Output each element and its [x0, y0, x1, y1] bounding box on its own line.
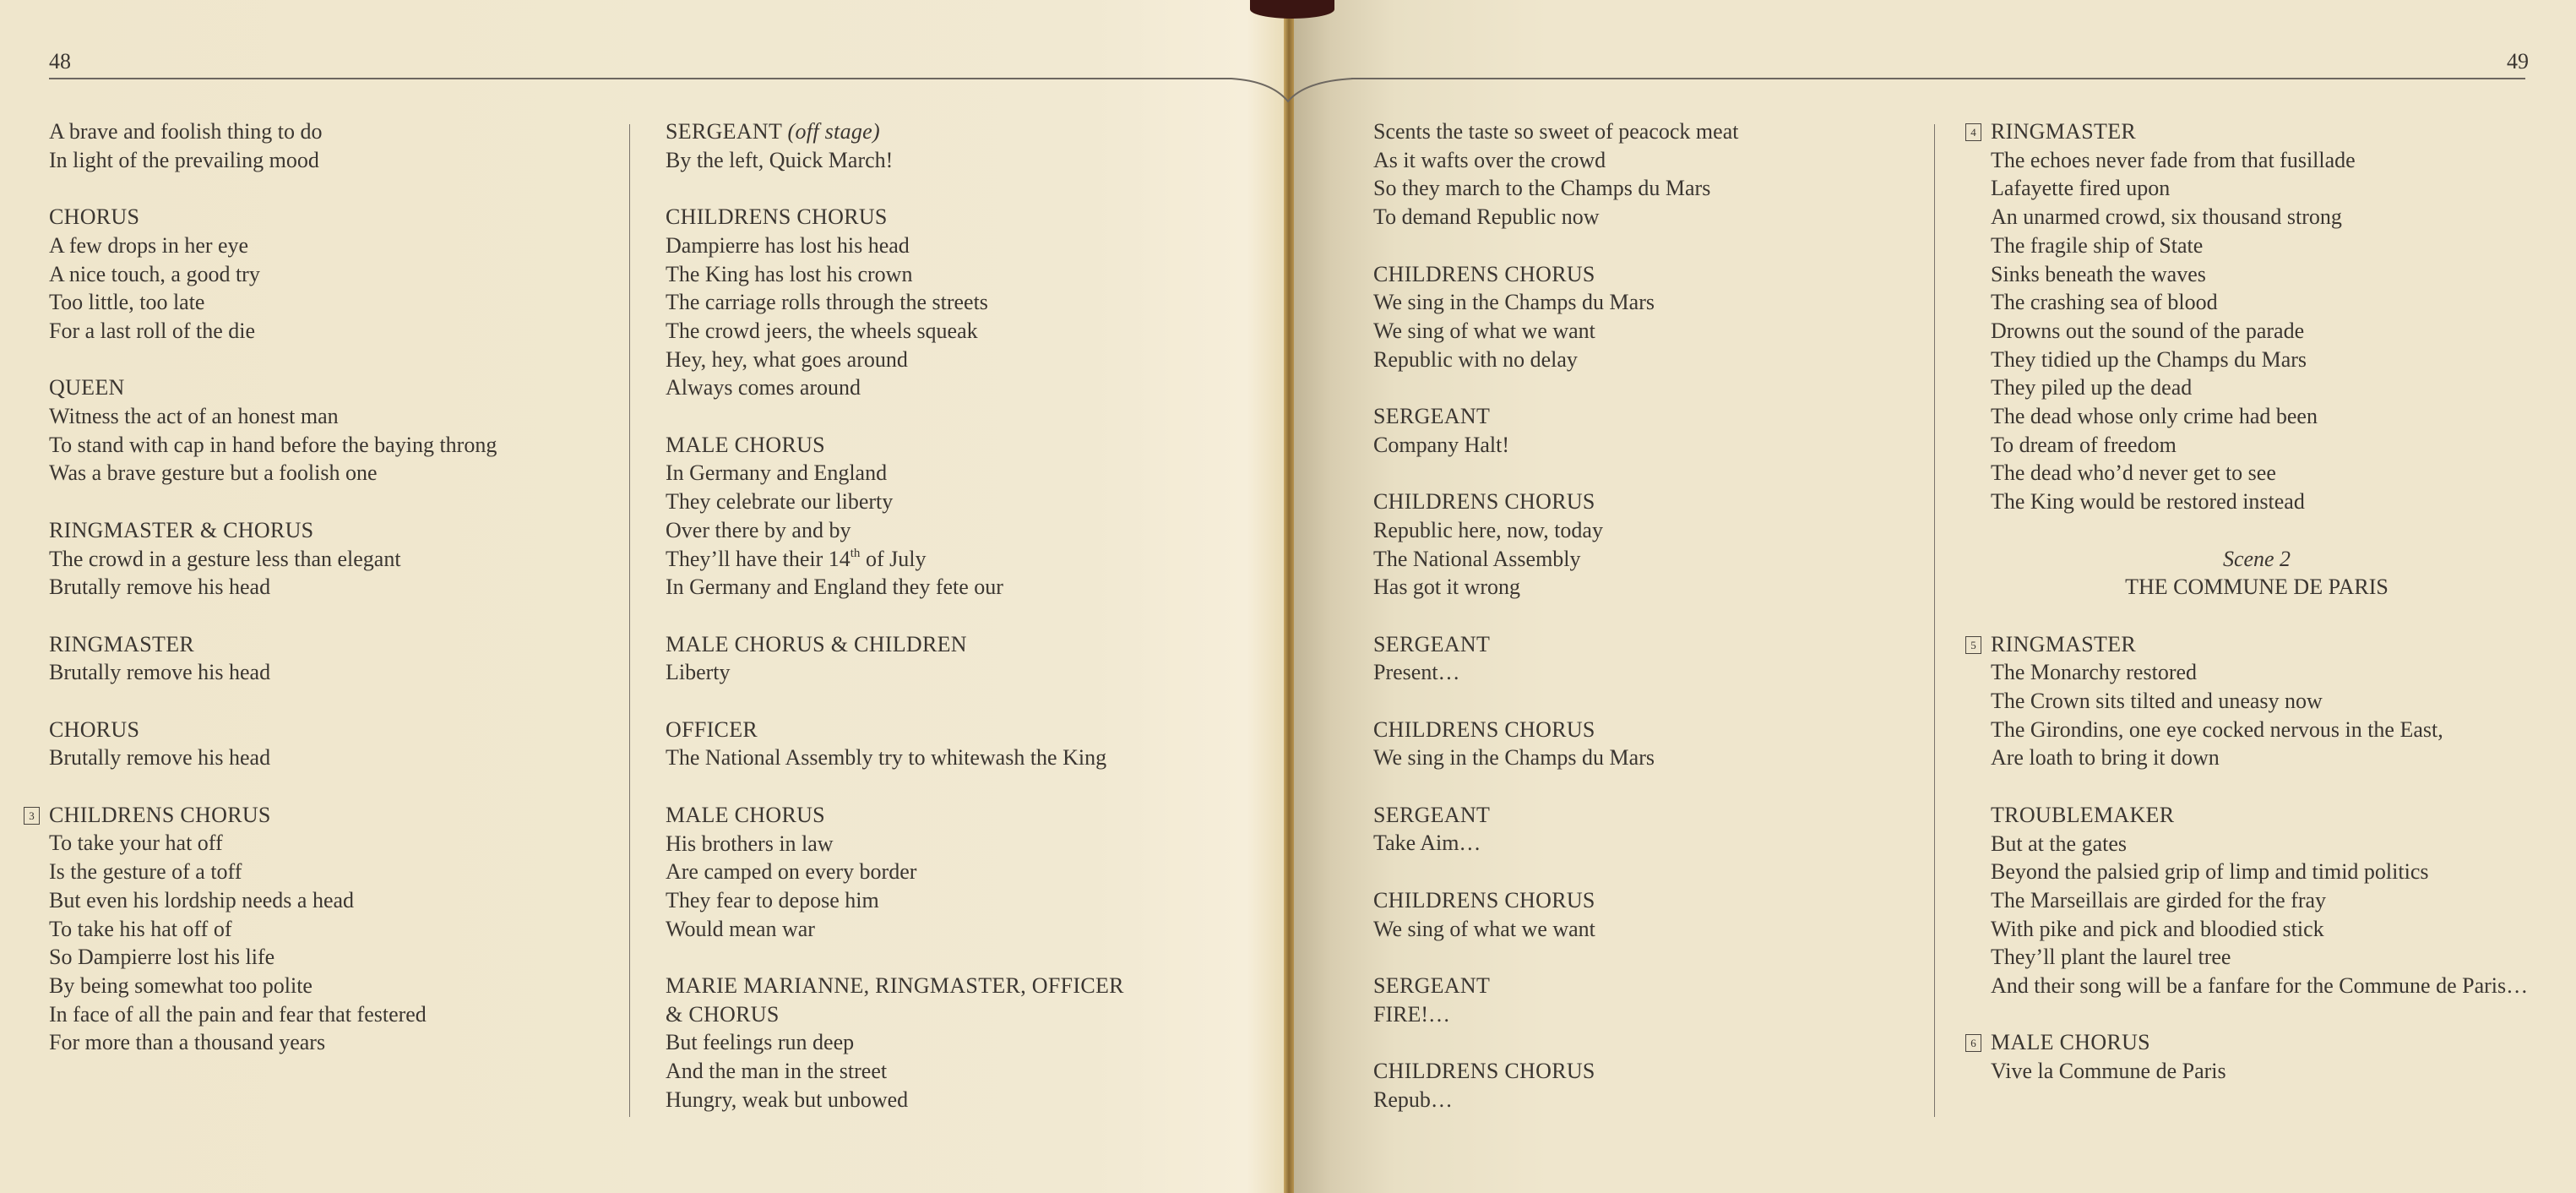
speaker-label: CHILDRENS CHORUS [666, 204, 888, 230]
book-spine [1284, 0, 1294, 1193]
lyric-line: The Crown sits tilted and uneasy now [1991, 689, 2323, 714]
lyric-line: To take your hat off [49, 831, 223, 856]
lyric-line: Repub… [1373, 1087, 1453, 1112]
speaker-label: MALE CHORUS [666, 432, 825, 457]
speaker-label: MALE CHORUS [1991, 1030, 2150, 1055]
lyric-line: Too little, too late [49, 290, 205, 315]
lyric-block [49, 373, 497, 488]
speaker-name [1373, 801, 1738, 830]
speaker-name [49, 630, 497, 659]
lyric-line: Dampierre has lost his head [666, 232, 910, 258]
lyric-block [1373, 488, 1738, 602]
lyric-line: They fear to depose him [666, 887, 879, 912]
speaker-label: SERGEANT [1373, 802, 1491, 827]
lyric-line: The crashing sea of blood [1991, 290, 2218, 315]
speaker-name [666, 203, 1124, 232]
speaker-label: MALE CHORUS [666, 802, 825, 827]
lyric-line: The King has lost his crown [666, 261, 913, 286]
speaker-name [1373, 972, 1738, 1000]
lyric-line: Brutally remove his head [49, 575, 271, 600]
lyric-block [666, 203, 1124, 402]
speaker-name [49, 373, 497, 402]
speaker-label: SERGEANT [666, 119, 782, 144]
lyric-block [1970, 1028, 2523, 1085]
lyric-line: Brutally remove his head [49, 660, 271, 685]
speaker-name [49, 203, 497, 232]
ordinal-suffix: th [850, 546, 861, 560]
lyric-line: Hungry, weak but unbowed [666, 1087, 909, 1112]
lyric-block [666, 431, 1124, 602]
lyric-line: By being somewhat too polite [49, 973, 312, 998]
speaker-label: CHILDRENS CHORUS [49, 802, 271, 827]
lyric-line: The National Assembly [1373, 546, 1581, 571]
lyric-line: To demand Republic now [1373, 204, 1600, 230]
lyric-line: But even his lordship needs a head [49, 887, 355, 912]
speaker-name [49, 801, 497, 830]
lyric-line: The crowd in a gesture less than elegant [49, 546, 401, 571]
lyric-line: Was a brave gesture but a foolish one [49, 460, 378, 486]
track-number-marker: 4 [1965, 123, 1981, 141]
lyric-line: Is the gesture of a toff [49, 859, 242, 885]
lyric-block [49, 630, 497, 687]
speaker-label: OFFICER [666, 716, 758, 742]
lyric-block [666, 716, 1124, 772]
lyric-line: To dream of freedom [1991, 432, 2177, 457]
lyric-block [1373, 972, 1738, 1028]
speaker-name [1373, 1057, 1738, 1086]
lyric-line: Brutally remove his head [49, 745, 271, 771]
speaker-name [1373, 488, 1738, 516]
lyric-line: The fragile ship of State [1991, 232, 2204, 258]
lyrics-column-4 [1970, 117, 2529, 1114]
speaker-label: RINGMASTER [49, 631, 195, 656]
lyric-line: His brothers in law [666, 831, 834, 856]
lyric-block [29, 801, 497, 1057]
lyric-line: Are loath to bring it down [1991, 745, 2220, 771]
speaker-name [1373, 402, 1738, 431]
speaker-name [1373, 260, 1738, 289]
speaker-label: TROUBLEMAKER [1991, 802, 2175, 827]
lyric-line: The Girondins, one eye cocked nervous in the East, [1991, 716, 2443, 742]
lyric-line: Would mean war [666, 916, 815, 941]
lyric-block [1970, 117, 2523, 516]
speaker-label: CHILDRENS CHORUS [1373, 1059, 1595, 1084]
lyric-block [49, 516, 497, 602]
track-number-marker: 6 [1965, 1034, 1981, 1052]
lyric-line: A few drops in her eye [49, 232, 249, 258]
lyric-line: Beyond the palsied grip of limp and timid politics [1991, 859, 2429, 885]
lyric-line: We sing of what we want [1373, 318, 1595, 343]
lyrics-column-3 [1373, 117, 1738, 1142]
track-number-marker: 3 [24, 807, 40, 825]
speaker-label: RINGMASTER [1991, 631, 2137, 656]
lyric-line: They celebrate our liberty [666, 489, 894, 515]
lyric-line: The carriage rolls through the streets [666, 290, 988, 315]
lyric-line: The Monarchy restored [1991, 660, 2198, 685]
lyric-line: An unarmed crowd, six thousand strong [1991, 204, 2342, 230]
track-number-marker: 5 [1965, 636, 1981, 654]
speaker-name [1373, 716, 1738, 744]
lyric-line: Vive la Commune de Paris [1991, 1059, 2226, 1084]
lyric-line: The King would be restored instead [1991, 489, 2305, 515]
speaker-name [666, 431, 1124, 460]
lyric-line: But at the gates [1991, 831, 2128, 856]
lyric-line: In Germany and England they fete our [666, 575, 1003, 600]
lyric-block [666, 801, 1124, 944]
speaker-label: RINGMASTER & CHORUS [49, 517, 314, 542]
lyric-block [666, 972, 1124, 1114]
lyric-line [666, 545, 1124, 574]
lyric-line: Sinks beneath the waves [1991, 261, 2206, 286]
lyric-line: So they march to the Champs du Mars [1373, 176, 1711, 201]
lyric-line: The crowd jeers, the wheels squeak [666, 318, 978, 343]
lyric-line: We sing in the Champs du Mars [1373, 290, 1655, 315]
column-divider-right [1934, 124, 1935, 1117]
speaker-label: SERGEANT [1373, 404, 1491, 428]
lyric-block [1373, 260, 1738, 374]
lyric-block [1373, 801, 1738, 858]
header-rule-curve [1229, 76, 1356, 110]
lyric-line: Republic here, now, today [1373, 517, 1603, 542]
lyric-block [49, 203, 497, 346]
lyric-line: The dead who’d never get to see [1991, 460, 2276, 486]
lyric-line: Present… [1373, 660, 1460, 685]
lyric-block [49, 117, 497, 174]
lyric-line: To take his hat off of [49, 916, 232, 941]
lyrics-column-2 [666, 117, 1124, 1142]
lyric-line: Drowns out the sound of the parade [1991, 318, 2305, 343]
lyric-block [1373, 630, 1738, 687]
lyric-line: The Marseillais are girded for the fray [1991, 887, 2327, 912]
lyric-line: Take Aim… [1373, 831, 1481, 856]
speaker-label: QUEEN [49, 375, 125, 400]
speaker-name [666, 630, 1124, 659]
speaker-label: CHORUS [49, 716, 140, 742]
speaker-label: SERGEANT [1373, 972, 1491, 998]
lyric-line: Hey, hey, what goes around [666, 346, 908, 372]
lyric-line: Lafayette fired upon [1991, 176, 2171, 201]
lyric-line: Liberty [666, 660, 731, 685]
lyric-line: FIRE!… [1373, 1001, 1450, 1027]
speaker-label: CHILDRENS CHORUS [1373, 261, 1595, 286]
speaker-name [1373, 886, 1738, 915]
column-divider-left [629, 124, 630, 1117]
lyric-line: A nice touch, a good try [49, 261, 260, 286]
lyric-line: To stand with cap in hand before the baying throng [49, 432, 497, 457]
lyric-line: The echoes never fade from that fusillade [1991, 147, 2356, 172]
lyric-line: They’ll plant the laurel tree [1991, 945, 2231, 970]
lyric-block [1373, 117, 1738, 232]
speaker-label: CHILDRENS CHORUS [1373, 716, 1595, 742]
book-cover-edge [1250, 0, 1334, 19]
lyric-line: With pike and pick and bloodied stick [1991, 916, 2324, 941]
lyric-line: For a last roll of the die [49, 318, 256, 343]
lyric-block [1970, 630, 2523, 773]
lyric-line: And the man in the street [666, 1059, 888, 1084]
speaker-label: RINGMASTER [1991, 119, 2137, 144]
lyric-block [1373, 716, 1738, 772]
header-rule-right [1351, 78, 2525, 79]
lyric-text: of July [860, 546, 927, 571]
scene-heading [1991, 545, 2523, 602]
speaker-name [1991, 117, 2523, 146]
speaker-name [666, 117, 1124, 146]
speaker-name-continued: & CHORUS [666, 1001, 780, 1027]
lyric-block [666, 630, 1124, 687]
speaker-label: CHILDRENS CHORUS [1373, 489, 1595, 515]
page-number-right: 49 [2507, 49, 2529, 74]
lyric-line: Witness the act of an honest man [49, 404, 339, 428]
header-rule-left [49, 78, 1231, 79]
lyric-line: In Germany and England [666, 460, 888, 486]
lyric-line: Over there by and by [666, 517, 851, 542]
lyric-block [1991, 801, 2529, 1000]
lyrics-column-1 [29, 117, 497, 1086]
speaker-label: MALE CHORUS & CHILDREN [666, 631, 967, 656]
speaker-label: CHILDRENS CHORUS [1373, 887, 1595, 912]
lyric-line: Company Halt! [1373, 432, 1510, 457]
page-number-left: 48 [49, 49, 71, 74]
lyric-line: They piled up the dead [1991, 375, 2193, 400]
speaker-name [1373, 630, 1738, 659]
speaker-label: MARIE MARIANNE, RINGMASTER, OFFICER [666, 973, 1124, 998]
lyric-line: But feelings run deep [666, 1030, 855, 1055]
scene-label: Scene 2 [2222, 546, 2291, 571]
lyric-line: Are camped on every border [666, 859, 917, 885]
scene-title: THE COMMUNE DE PARIS [2125, 575, 2389, 600]
lyric-line: We sing in the Champs du Mars [1373, 745, 1655, 771]
lyric-line: So Dampierre lost his life [49, 945, 275, 970]
lyric-block [49, 716, 497, 772]
lyric-line: By the left, Quick March! [666, 147, 894, 172]
speaker-name [1991, 801, 2523, 830]
speaker-label: SERGEANT [1373, 631, 1491, 656]
lyric-block [1373, 1057, 1738, 1114]
speaker-name [49, 516, 497, 545]
lyric-line: Scents the taste so sweet of peacock meat [1373, 119, 1739, 144]
speaker-name [666, 801, 1124, 830]
lyric-line: For more than a thousand years [49, 1030, 326, 1055]
lyric-line: And their song will be a fanfare for the Commune de Paris… [1991, 973, 2529, 999]
speaker-name [1991, 1028, 2523, 1057]
lyric-line: The National Assembly try to whitewash the King [666, 745, 1107, 771]
lyric-line: As it wafts over the crowd [1373, 147, 1606, 172]
lyric-line: In light of the prevailing mood [49, 147, 319, 172]
speaker-label: CHORUS [49, 204, 140, 230]
stage-direction: (off stage) [787, 119, 880, 144]
lyric-line: They tidied up the Champs du Mars [1991, 346, 2307, 372]
lyric-line: A brave and foolish thing to do [49, 119, 323, 144]
speaker-name [49, 716, 497, 744]
lyric-line: The dead whose only crime had been [1991, 404, 2318, 429]
lyric-line: We sing of what we want [1373, 916, 1595, 941]
speaker-name [666, 716, 1124, 744]
lyric-line: Has got it wrong [1373, 575, 1521, 600]
lyric-line: Always comes around [666, 375, 861, 400]
lyric-line: Republic with no delay [1373, 346, 1578, 372]
speaker-name [666, 972, 1124, 1000]
lyric-block [1373, 886, 1738, 943]
lyric-text: They’ll have their 14 [666, 546, 851, 571]
lyric-line: In face of all the pain and fear that festered [49, 1001, 427, 1027]
speaker-name [1991, 630, 2523, 659]
lyric-block [666, 117, 1124, 174]
lyric-block [1373, 402, 1738, 459]
